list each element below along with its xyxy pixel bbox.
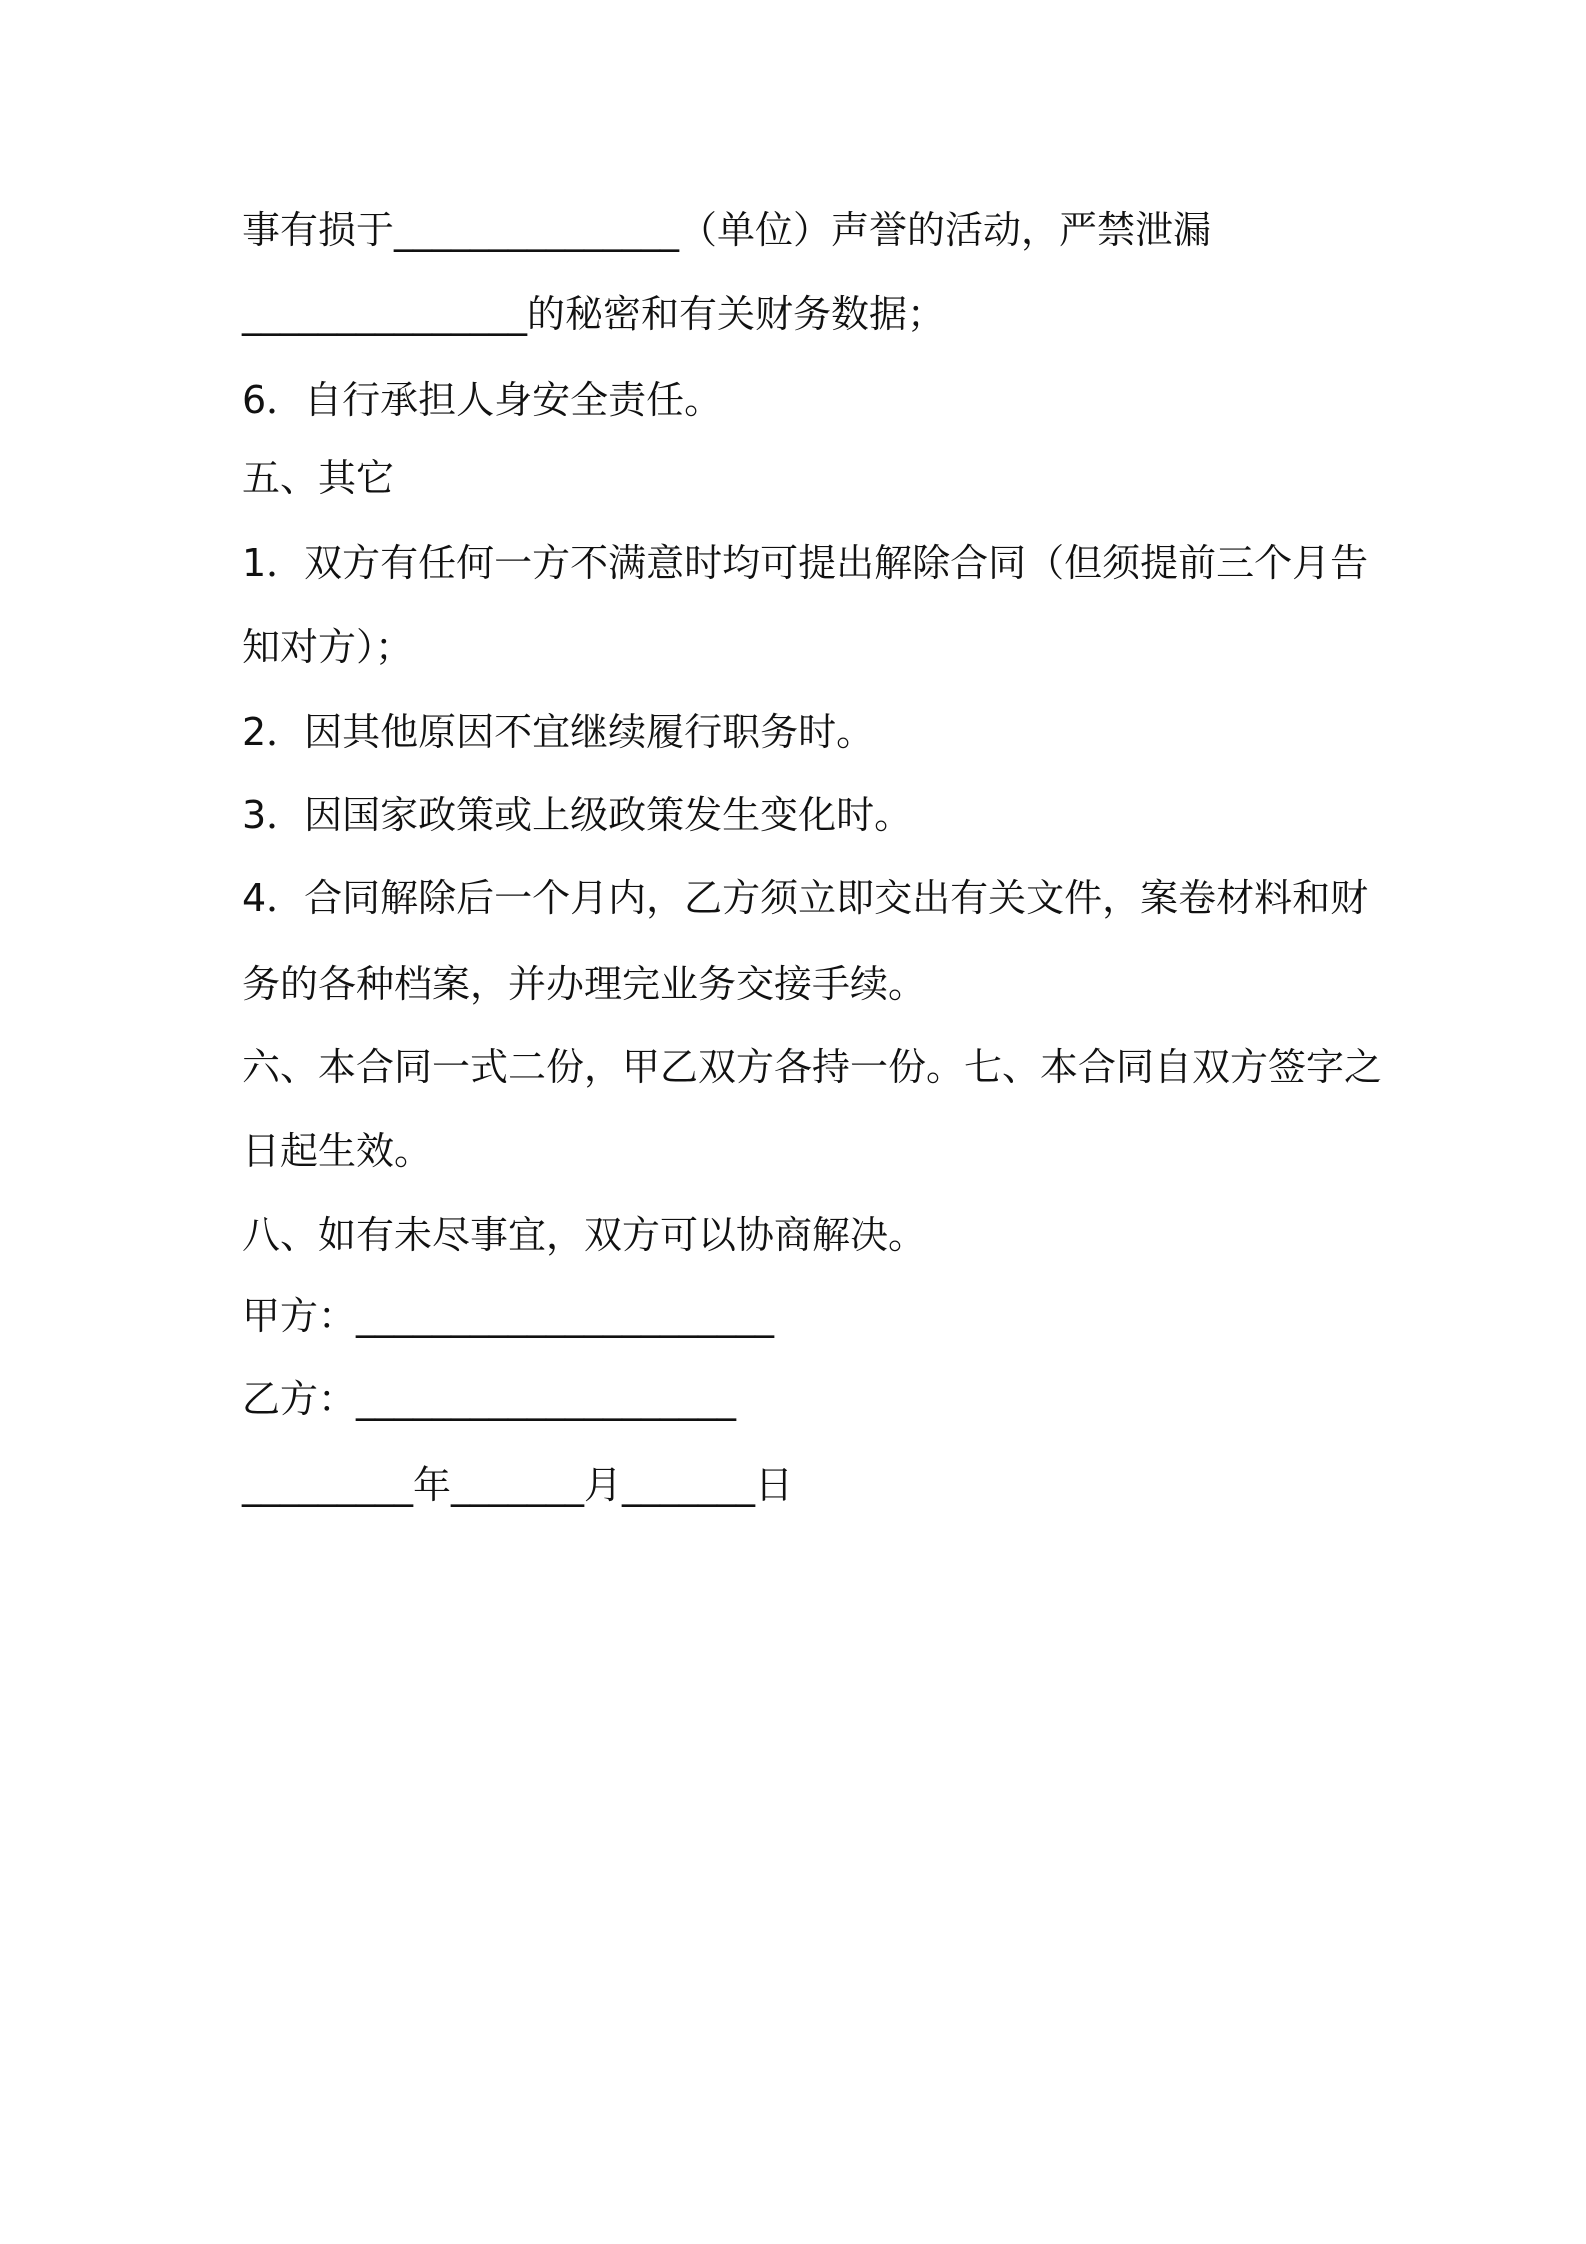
signature-date: _________年_______月_______日 (242, 1463, 794, 1507)
text-line-3: 6．自行承担人身安全责任。 (242, 378, 723, 422)
text-line-8: 3．因国家政策或上级政策发生变化时。 (242, 793, 913, 837)
text-line-13: 八、如有未尽事宜，双方可以协商解决。 (242, 1213, 927, 1257)
signature-party-a: 甲方：______________________ (242, 1294, 775, 1338)
text-line-6: 知对方）； (242, 625, 414, 669)
text-line-10: 务的各种档案，并办理完业务交接手续。 (242, 962, 927, 1006)
text-line-5: 1．双方有任何一方不满意时均可提出解除合同（但须提前三个月告 (242, 541, 1369, 585)
text-line-11: 六、本合同一式二份，甲乙双方各持一份。七、本合同自双方签字之 (242, 1045, 1383, 1089)
section-heading-other: 五、其它 (242, 456, 395, 500)
text-line-7: 2．因其他原因不宜继续履行职务时。 (242, 710, 875, 754)
signature-party-b: 乙方：____________________ (242, 1377, 737, 1421)
text-line-12: 日起生效。 (242, 1129, 433, 1173)
text-line-1: 事有损于_______________（单位）声誉的活动，严禁泄漏 (242, 208, 1212, 252)
text-line-2: _______________的秘密和有关财务数据； (242, 292, 946, 336)
text-line-9: 4．合同解除后一个月内，乙方须立即交出有关文件，案卷材料和财 (242, 876, 1369, 920)
